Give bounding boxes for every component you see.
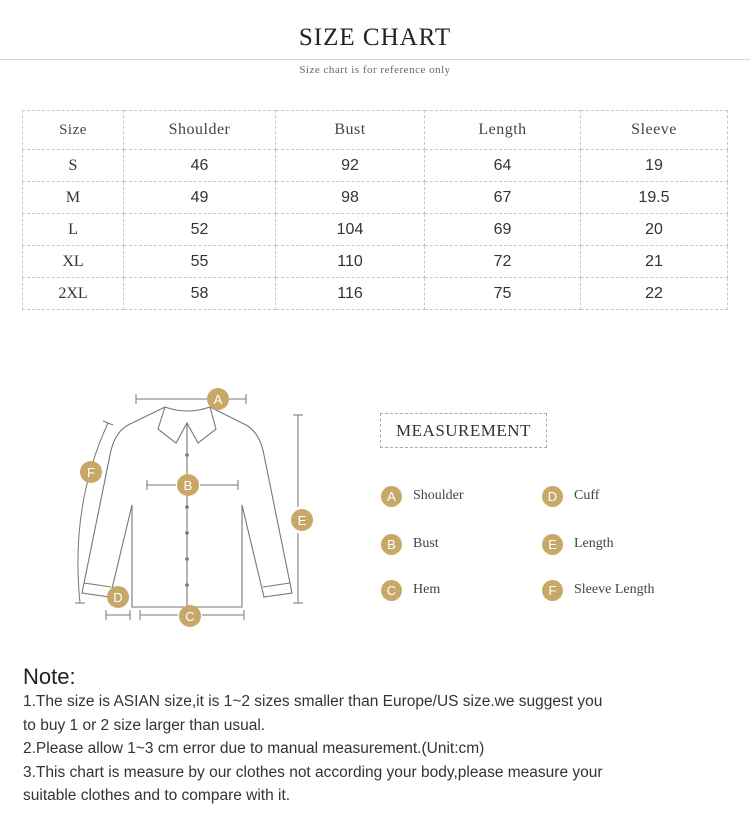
measurement-title: MEASUREMENT xyxy=(380,413,547,448)
cell-sleeve: 20 xyxy=(581,214,728,246)
cell-size: M xyxy=(23,182,124,214)
marker-e-label: E xyxy=(297,513,307,528)
table-row xyxy=(23,150,728,182)
cell-bust: 104 xyxy=(276,214,425,246)
cell-sleeve: 21 xyxy=(581,246,728,278)
cell-length: 69 xyxy=(425,214,581,246)
diagram-markers xyxy=(80,388,313,627)
cell-shoulder: 55 xyxy=(124,246,276,278)
marker-b-label: B xyxy=(183,478,193,493)
table-row xyxy=(23,182,728,214)
note-line: 3.This chart is measure by our clothes not according your body,please measure your xyxy=(23,763,603,781)
legend-item-sleeve-length xyxy=(542,579,654,601)
legend-label: Length xyxy=(574,536,614,551)
page-subtitle: Size chart is for reference only xyxy=(299,64,451,76)
legend-label: Shoulder xyxy=(413,488,464,503)
marker-b xyxy=(177,474,199,496)
legend-label: Bust xyxy=(413,536,439,551)
table-header-row xyxy=(23,111,728,150)
marker-f xyxy=(80,461,102,483)
cell-size: 2XL xyxy=(23,278,124,310)
legend-item-bust xyxy=(381,533,439,555)
cell-size: XL xyxy=(23,246,124,278)
cell-bust: 98 xyxy=(276,182,425,214)
legend-label: Cuff xyxy=(574,488,600,503)
header-bust: Bust xyxy=(276,111,425,150)
cell-shoulder: 49 xyxy=(124,182,276,214)
cell-length: 72 xyxy=(425,246,581,278)
cell-sleeve: 19.5 xyxy=(581,182,728,214)
legend-item-shoulder xyxy=(381,485,464,507)
legend-badge: B xyxy=(381,534,402,555)
marker-c-label: C xyxy=(185,609,195,624)
cell-size: S xyxy=(23,150,124,182)
marker-a-label: A xyxy=(213,392,223,407)
shirt-diagram xyxy=(70,385,330,635)
note-line: 2.Please allow 1~3 cm error due to manual measurement.(Unit:cm) xyxy=(23,740,485,757)
note-line: to buy 1 or 2 size larger than usual. xyxy=(23,716,266,734)
marker-e xyxy=(291,509,313,531)
note-line: 1.The size is ASIAN size,it is 1~2 sizes smaller than Europe/US size.we suggest you xyxy=(23,693,603,710)
title-divider xyxy=(0,59,750,60)
size-table xyxy=(22,110,728,310)
cell-shoulder: 46 xyxy=(124,150,276,182)
marker-d xyxy=(107,586,129,608)
legend-item-length xyxy=(542,533,614,555)
page-title: SIZE CHART xyxy=(298,24,452,51)
table-row xyxy=(23,246,728,278)
table-row xyxy=(23,214,728,246)
legend-badge: E xyxy=(542,534,563,555)
legend-label: Sleeve Length xyxy=(574,582,655,597)
legend-badge: A xyxy=(381,486,402,507)
cell-shoulder: 58 xyxy=(124,278,276,310)
cell-sleeve: 19 xyxy=(581,150,728,182)
marker-f-label: F xyxy=(87,465,95,480)
cell-bust: 92 xyxy=(276,150,425,182)
legend-item-cuff xyxy=(542,485,599,507)
legend-badge: D xyxy=(542,486,563,507)
header-shoulder: Shoulder xyxy=(124,111,276,150)
legend-badge: F xyxy=(542,580,563,601)
legend-badge: C xyxy=(381,580,402,601)
cell-bust: 116 xyxy=(276,278,425,310)
legend-item-hem xyxy=(381,579,440,601)
note-title: Note: xyxy=(23,664,76,689)
header-size: Size xyxy=(23,111,124,150)
cell-sleeve: 22 xyxy=(581,278,728,310)
header-sleeve: Sleeve xyxy=(581,111,728,150)
legend-label: Hem xyxy=(413,582,441,597)
cell-size: L xyxy=(23,214,124,246)
cell-shoulder: 52 xyxy=(124,214,276,246)
cell-length: 67 xyxy=(425,182,581,214)
marker-d-label: D xyxy=(113,590,123,605)
cell-length: 75 xyxy=(425,278,581,310)
note-section xyxy=(23,664,723,808)
header-length: Length xyxy=(425,111,581,150)
note-line: suitable clothes and to compare with it. xyxy=(23,787,291,804)
marker-c xyxy=(179,605,201,627)
table-row xyxy=(23,278,728,310)
cell-length: 64 xyxy=(425,150,581,182)
cell-bust: 110 xyxy=(276,246,425,278)
marker-a xyxy=(207,388,229,410)
